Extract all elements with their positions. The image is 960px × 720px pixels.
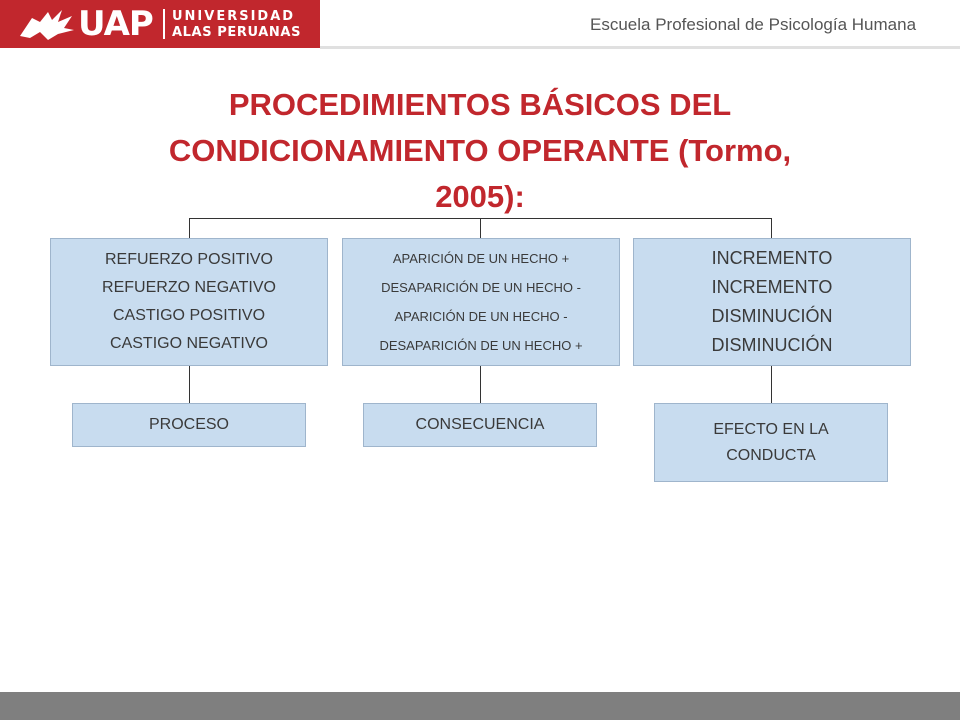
consequence-label: CONSECUENCIA — [415, 416, 545, 433]
header-divider — [320, 46, 960, 49]
consequence-item: DESAPARICIÓN DE UN HECHO - — [381, 280, 581, 295]
effect-item: INCREMENTO — [711, 248, 833, 268]
connector-line — [189, 218, 190, 238]
title-line: 2005): — [435, 179, 525, 214]
consequence-item: DESAPARICIÓN DE UN HECHO + — [379, 338, 583, 353]
consequence-label-box — [363, 403, 597, 447]
process-item: REFUERZO NEGATIVO — [102, 279, 276, 296]
consequence-list-box — [342, 238, 620, 366]
process-list-box — [50, 238, 328, 366]
school-name: Escuela Profesional de Psicología Humana — [590, 15, 917, 34]
connector-line — [771, 218, 772, 238]
title-line: PROCEDIMIENTOS BÁSICOS DEL — [228, 87, 732, 122]
process-item: REFUERZO POSITIVO — [104, 251, 273, 268]
effect-item: DISMINUCIÓN — [711, 306, 833, 326]
effect-label-line: EFECTO EN LA — [713, 420, 829, 438]
connector-line — [480, 366, 481, 403]
logo-line-1: UNIVERSIDAD — [172, 9, 296, 24]
process-label: PROCESO — [148, 416, 229, 433]
consequence-item: APARICIÓN DE UN HECHO + — [392, 251, 570, 266]
connector-line — [771, 366, 772, 403]
connector-line — [480, 218, 481, 238]
title-line: CONDICIONAMIENTO OPERANTE (Tormo, — [168, 133, 792, 168]
effect-item: DISMINUCIÓN — [711, 335, 833, 355]
footer-bar — [0, 692, 960, 720]
effect-item: INCREMENTO — [711, 277, 833, 297]
bird-logo-icon — [18, 6, 76, 42]
effect-label-line: CONDUCTA — [726, 446, 816, 464]
process-label-box — [72, 403, 306, 447]
process-item: CASTIGO NEGATIVO — [110, 335, 268, 352]
effect-label-box — [654, 403, 888, 482]
connector-line — [189, 366, 190, 403]
logo-separator — [163, 9, 165, 39]
logo-brand: UAP — [78, 4, 153, 44]
university-logo[interactable] — [0, 0, 320, 48]
process-item: CASTIGO POSITIVO — [112, 307, 266, 324]
consequence-item: APARICIÓN DE UN HECHO - — [394, 309, 568, 324]
slide-title — [80, 82, 880, 220]
logo-line-2: ALAS PERUANAS — [172, 25, 302, 40]
effect-list-box — [633, 238, 911, 366]
